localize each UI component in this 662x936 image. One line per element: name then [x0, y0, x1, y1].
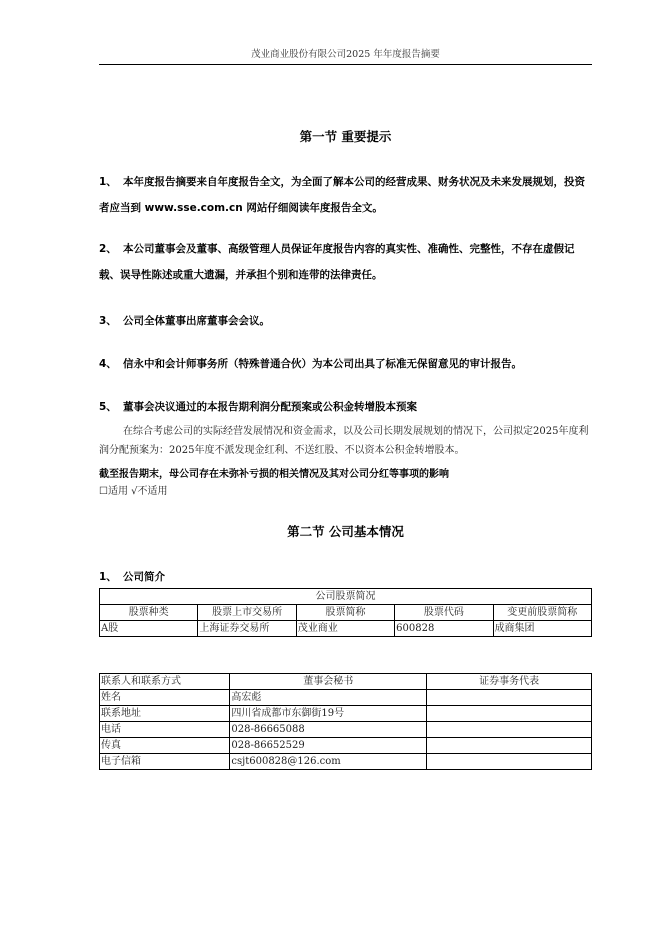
item-text: 公司简介: [123, 571, 165, 583]
table-row: [100, 706, 592, 722]
table-cell: A股: [100, 621, 198, 637]
notice-text: 本公司董事会及董事、高级管理人员保证年度报告内容的真实性、准确性、完整性，不存在虚假记载、误导性陈述或重大遗漏，并承担个别和连带的法律责任。: [99, 243, 575, 281]
table-cell: 028-86665088: [230, 722, 427, 738]
notice-num: 4、: [99, 358, 117, 370]
contact-info-table: [99, 673, 592, 770]
notice-text: 公司全体董事出席董事会会议。: [123, 315, 270, 327]
table-row: [100, 738, 592, 754]
notice-item-3: [99, 308, 592, 334]
table-cell: 传真: [100, 738, 230, 754]
table-cell: 茂业商业: [296, 621, 394, 637]
table-row: [100, 754, 592, 770]
table-cell: [427, 690, 592, 706]
table-cell: 电话: [100, 722, 230, 738]
table-cell: 四川省成都市东御街19号: [230, 706, 427, 722]
table-header-row: [100, 605, 592, 621]
table-header-cell: 股票代码: [395, 605, 493, 621]
table-header-row: [100, 674, 592, 690]
table-cell: csjt600828@126.com: [230, 754, 427, 770]
table-cell: 高宏彪: [230, 690, 427, 706]
section-title-2: 第二节 公司基本情况: [287, 524, 404, 539]
stock-table-caption: 公司股票简况: [100, 589, 592, 605]
table-header-cell: 股票上市交易所: [198, 605, 296, 621]
notice-num: 5、: [99, 401, 117, 413]
applicable-checkbox-line: ☐适用 √不适用: [99, 486, 168, 497]
table-cell: [427, 722, 592, 738]
table-header-cell: 联系人和联系方式: [100, 674, 230, 690]
page-header: 茂业商业股份有限公司2025 年年度报告摘要: [99, 46, 592, 65]
table-cell: 电子信箱: [100, 754, 230, 770]
table-row: [100, 722, 592, 738]
notice-item-5: [99, 394, 592, 420]
table-cell: [427, 754, 592, 770]
table-header-cell: 董事会秘书: [230, 674, 427, 690]
deficit-title: 截至报告期末，母公司存在未弥补亏损的相关情况及其对公司分红等事项的影响: [99, 469, 449, 480]
notice-num: 3、: [99, 315, 117, 327]
table-header-cell: 股票简称: [296, 605, 394, 621]
notice-num: 2、: [99, 243, 117, 255]
notice-text: 董事会决议通过的本报告期利润分配预案或公积金转增股本预案: [123, 401, 417, 413]
table-header-cell: 股票种类: [100, 605, 198, 621]
table-cell: [427, 706, 592, 722]
table-row: [100, 621, 592, 637]
company-profile-heading: [99, 564, 592, 590]
notice-item-2: [99, 236, 592, 288]
stock-info-table: [99, 588, 592, 637]
table-cell: 成商集团: [493, 621, 591, 637]
table-row: [100, 690, 592, 706]
notice-item-4: [99, 351, 592, 377]
table-cell: 上海证券交易所: [198, 621, 296, 637]
table-header-cell: 证券事务代表: [427, 674, 592, 690]
profit-distribution-text: 在综合考虑公司的实际经营发展情况和资金需求，以及公司长期发展规划的情况下，公司拟定2025年度利润分配预案为：2025年度不派发现金红利、不送红股、不以资本公积金转增股本。: [99, 426, 589, 456]
notice-num: 1、: [99, 176, 117, 188]
item-num: 1、: [99, 571, 117, 583]
table-cell: 姓名: [100, 690, 230, 706]
table-cell: [427, 738, 592, 754]
table-cell: 联系地址: [100, 706, 230, 722]
notice-text: 信永中和会计师事务所（特殊普通合伙）为本公司出具了标准无保留意见的审计报告。: [123, 358, 522, 370]
table-cell: 028-86652529: [230, 738, 427, 754]
section-title-1: 第一节 重要提示: [299, 129, 392, 144]
notice-item-1: [99, 169, 592, 221]
notice-text: 本年度报告摘要来自年度报告全文，为全面了解本公司的经营成果、财务状况及未来发展规划，投资者应当到 www.sse.com.cn 网站仔细阅读年度报告全文。: [99, 176, 585, 214]
table-cell: 600828: [395, 621, 493, 637]
table-header-cell: 变更前股票简称: [493, 605, 591, 621]
